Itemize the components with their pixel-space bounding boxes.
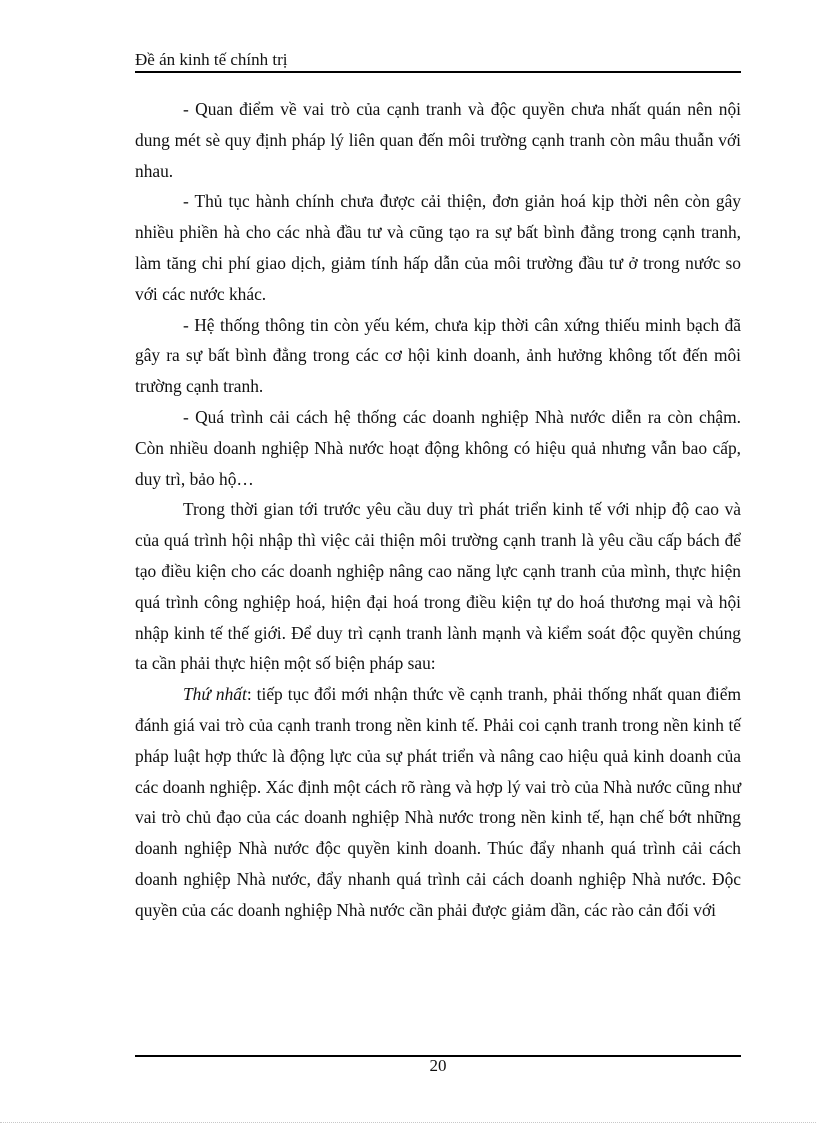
body-paragraph: - Hệ thống thông tin còn yếu kém, chưa kịp thời cân xứng thiếu minh bạch đã gây ra sự bất bình đẳng trong các cơ hội kinh doanh, ảnh hưởng không tốt đến môi trường cạnh tranh. [135,314,741,397]
page-number: 20 [429,1056,447,1075]
paragraph-lead-italic: Thứ nhất [183,684,247,705]
body-paragraph: - Quá trình cải cách hệ thống các doanh nghiệp Nhà nước diễn ra còn chậm. Còn nhiều doanh nghiệp Nhà nước hoạt động không có hiệu quả nhưng vẫn bao cấp, duy trì, bảo hộ… [135,406,741,489]
body-paragraph: - Thủ tục hành chính chưa được cải thiện, đơn giản hoá kịp thời nên còn gây nhiều phiền hà cho các nhà đầu tư và cũng tạo ra sự bất bình đẳng trong cạnh tranh, làm tăng chi phí giao dịch, giảm tính hấp dẫn của môi trường đầu tư ở trong nước so với các nước khác. [135,191,741,304]
body-paragraph: Trong thời gian tới trước yêu cầu duy trì phát triển kinh tế với nhịp độ cao và của quá trình hội nhập thì việc cải thiện môi trường cạnh tranh là yêu cầu cấp bách để tạo điều kiện cho các doanh nghiệp nâng cao năng lực cạnh tranh của mình, thực hiện quá trình công nghiệp hoá, hiện đại hoá trong điều kiện tự do hoá thương mại và hội nhập kinh tế thế giới. Để duy trì cạnh tranh lành mạnh và kiểm soát độc quyền chúng ta cần phải thực hiện một số biện pháp sau: [135,499,741,674]
running-header-title: Đề án kinh tế chính trị [135,50,288,69]
body-paragraph: - Quan điểm về vai trò của cạnh tranh và độc quyền chưa nhất quán nên nội dung mét sè quy định pháp lý liên quan đến môi trường cạnh tranh còn mâu thuẫn với nhau. [135,99,741,181]
header-divider [135,71,741,73]
page-body [135,94,741,926]
paragraph-text: : tiếp tục đổi mới nhận thức về cạnh tranh, phải thống nhất quan điểm đánh giá vai trò của cạnh tranh trong nền kinh tế. Phải coi cạnh tranh trong nền kinh tế pháp luật hợp thức là động lực của sự phát triển và nâng cao hiệu quả kinh doanh của các doanh nghiệp. Xác định một cách rõ ràng và hợp lý vai trò của Nhà nước cũng như vai trò chủ đạo của các doanh nghiệp Nhà nước trong nền kinh tế, hạn chế bớt những doanh nghiệp Nhà nước độc quyền kinh doanh. Thúc đẩy nhanh quá trình cải cách doanh nghiệp Nhà nước, đẩy nhanh quá trình cải cách doanh nghiệp Nhà nước. Độc quyền của các doanh nghiệp Nhà nước cần phải được giảm dần, các rào cản đối với [135,684,742,920]
body-paragraph [135,679,741,925]
